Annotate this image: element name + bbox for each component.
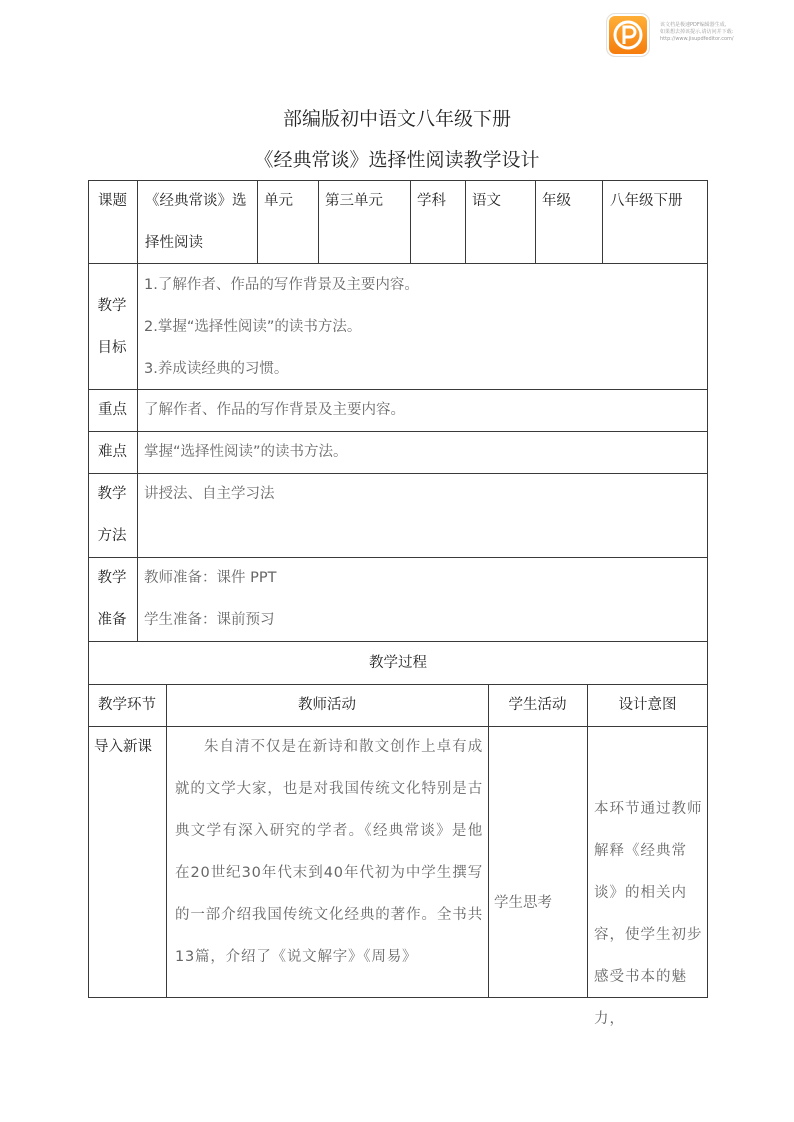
doc-title: 部编版初中语文八年级下册	[282, 108, 511, 130]
teacher-activity: 朱自清不仅是在新诗和散文创作上卓有成就的文学大家，也是对我国传统文化特别是古典文学有深入研究的学者。《经典常谈》是他在20世纪30年代末到40年代初为中学生撰写的一部介绍我国传统文化经典的著作。全书共13篇，介绍了《说文解字》《周易》	[175, 739, 483, 965]
goal-item: 3.养成读经典的习惯。	[144, 361, 289, 377]
topic-value: 《经典常谈》选择性阅读	[145, 193, 247, 251]
watermark-line: 如果想去掉该提示,请访问并下载:	[660, 29, 734, 35]
method-label: 教学方法	[97, 486, 127, 544]
key-value: 了解作者、作品的写作背景及主要内容。	[144, 402, 405, 418]
watermark-text	[660, 22, 790, 43]
doc-subtitle: 《经典常谈》选择性阅读教学设计	[254, 149, 540, 171]
process-title: 教学过程	[369, 655, 427, 671]
unit-label: 单元	[264, 193, 293, 209]
method-value: 讲授法、自主学习法	[144, 486, 275, 502]
stage-intro: 导入新课	[94, 739, 152, 755]
header-intent: 设计意图	[618, 697, 677, 713]
student-activity: 学生思考	[494, 895, 552, 911]
header-stage: 教学环节	[98, 697, 156, 713]
goal-item: 1.了解作者、作品的写作背景及主要内容。	[144, 277, 419, 293]
grade-value: 八年级下册	[610, 193, 683, 209]
subject-value: 语文	[472, 193, 501, 209]
p-letter-icon	[607, 14, 649, 56]
prep-teacher: 教师准备：课件 PPT	[144, 570, 277, 586]
prep-student: 学生准备：课前预习	[144, 612, 275, 628]
goal-item: 2.掌握“选择性阅读”的读书方法。	[144, 319, 362, 335]
grade-label: 年级	[542, 193, 571, 209]
header-student: 学生活动	[508, 697, 567, 713]
unit-value: 第三单元	[325, 193, 383, 209]
watermark-line: 该文档是极速PDF编辑器生成,	[660, 22, 727, 28]
subject-label: 学科	[417, 193, 446, 209]
difficulty-value: 掌握“选择性阅读”的读书方法。	[144, 444, 348, 460]
watermark-link[interactable]: http://www.jisupdfeditor.com/	[660, 36, 734, 42]
prep-label: 教学准备	[97, 570, 127, 628]
key-label: 重点	[98, 402, 127, 418]
editor-logo	[607, 14, 649, 56]
goals-label: 教学目标	[97, 298, 127, 356]
header-teacher: 教师活动	[298, 697, 356, 713]
design-intent: 本环节通过教师解释《经典常谈》的相关内容，使学生初步感受书本的魅力，	[594, 801, 703, 1027]
topic-label: 课题	[98, 193, 127, 209]
difficulty-label: 难点	[98, 444, 127, 460]
